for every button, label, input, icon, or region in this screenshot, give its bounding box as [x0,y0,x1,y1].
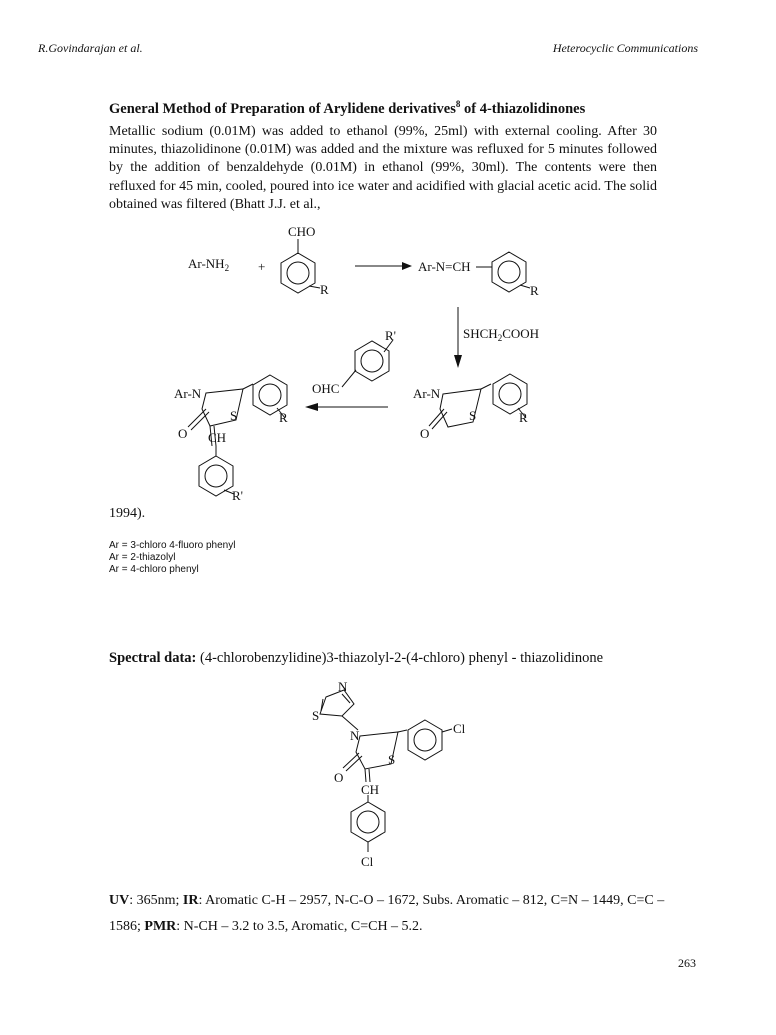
uv-value: : 365nm; [129,893,183,908]
label-ar-n-right: Ar-N [413,386,441,401]
struct-label-o: O [334,770,344,785]
ar-definitions [109,540,235,576]
label-r-aldehyde: R [320,282,329,297]
running-header-authors: R.Govindarajan et al. [38,41,143,55]
struct-label-cl-right: Cl [453,721,466,736]
struct-label-s: S [388,752,396,767]
ir-label: IR [182,893,199,908]
label-ohc: OHC [312,381,340,396]
label-plus: + [258,259,266,274]
struct-label-cl-bottom: Cl [361,854,374,869]
procedure-paragraph: Metallic sodium (0.01M) was added to ethanol (99%, 25ml) with external cooling. After 30 minutes, thiazolidinone (0.01M) was added and the mixture was refluxed for 5 minutes followed by the addition of benzaldehyde (0.01M) in ethanol (99%, 30ml). The contents were then refluxed for 45 min, cooled, poured into ice water and acidified with glacial acetic acid. The solid obtained was filtered (Bhatt J.J. et al., [109,124,657,212]
struct-label-n-top: N [338,679,348,694]
ar-definition: Ar = 2-thiazolyl [109,552,176,563]
label-cho: CHO [288,224,316,239]
label-ar-n-left: Ar-N [174,386,202,401]
label-r-prime-left: R' [232,488,244,503]
label-s-left: S [230,408,238,423]
label-ar-nh2-sub: 2 [224,263,230,273]
label-o-right: O [420,426,430,441]
ar-definition: Ar = 4-chloro phenyl [109,564,199,575]
pmr-label: PMR [144,919,177,934]
label-r-prime-aldehyde: R' [385,328,397,343]
heading-text-end: of 4-thiazolidinones [460,100,586,117]
ar-definition: Ar = 3-chloro 4-fluoro phenyl [109,540,236,551]
struct-label-s-thiazole: S [312,708,320,723]
label-ar-nh2 [188,256,229,273]
label-reagent-shch: SHCH [463,326,498,341]
spectral-title [109,650,603,667]
paragraph-end: 1994). [109,506,146,521]
heading-text: General Method of Preparation of Arylidene derivatives [109,100,456,117]
page-number: 263 [678,956,696,970]
uv-label: UV [109,893,130,908]
pmr-value: : N-CH – 3.2 to 3.5, Aromatic, C=CH – 5.2. [176,919,423,934]
label-r-right: R [519,410,528,425]
label-o-left: O [178,426,188,441]
label-schiff-base: Ar-N=CH [418,259,471,274]
spectral-label: Spectral data: [109,650,197,666]
label-ar-nh: Ar-NH [188,256,225,271]
compound-structure [0,670,776,870]
label-s-right: S [469,408,477,423]
label-r-left: R [279,410,288,425]
compound-name: (4-chlorobenzylidine)3-thiazolyl-2-(4-chloro) phenyl - thiazolidinone [196,650,604,666]
label-ch-left: CH [208,430,227,445]
label-reagent [463,326,539,343]
ir-value: : Aromatic C-H – 2957, N-C-O – 1672, Subs. Aromatic – 812, C=N – 1449, C=C – 1586; [109,893,665,934]
struct-label-n: N [350,728,360,743]
label-reagent-sub: 2 [497,333,503,343]
label-reagent-cooh: COOH [502,326,540,341]
struct-label-ch: CH [361,782,380,797]
label-r-schiff: R [530,283,539,298]
spectral-values [109,888,669,940]
reference-superscript: 8 [455,99,461,109]
running-header-journal: Heterocyclic Communications [552,41,698,55]
